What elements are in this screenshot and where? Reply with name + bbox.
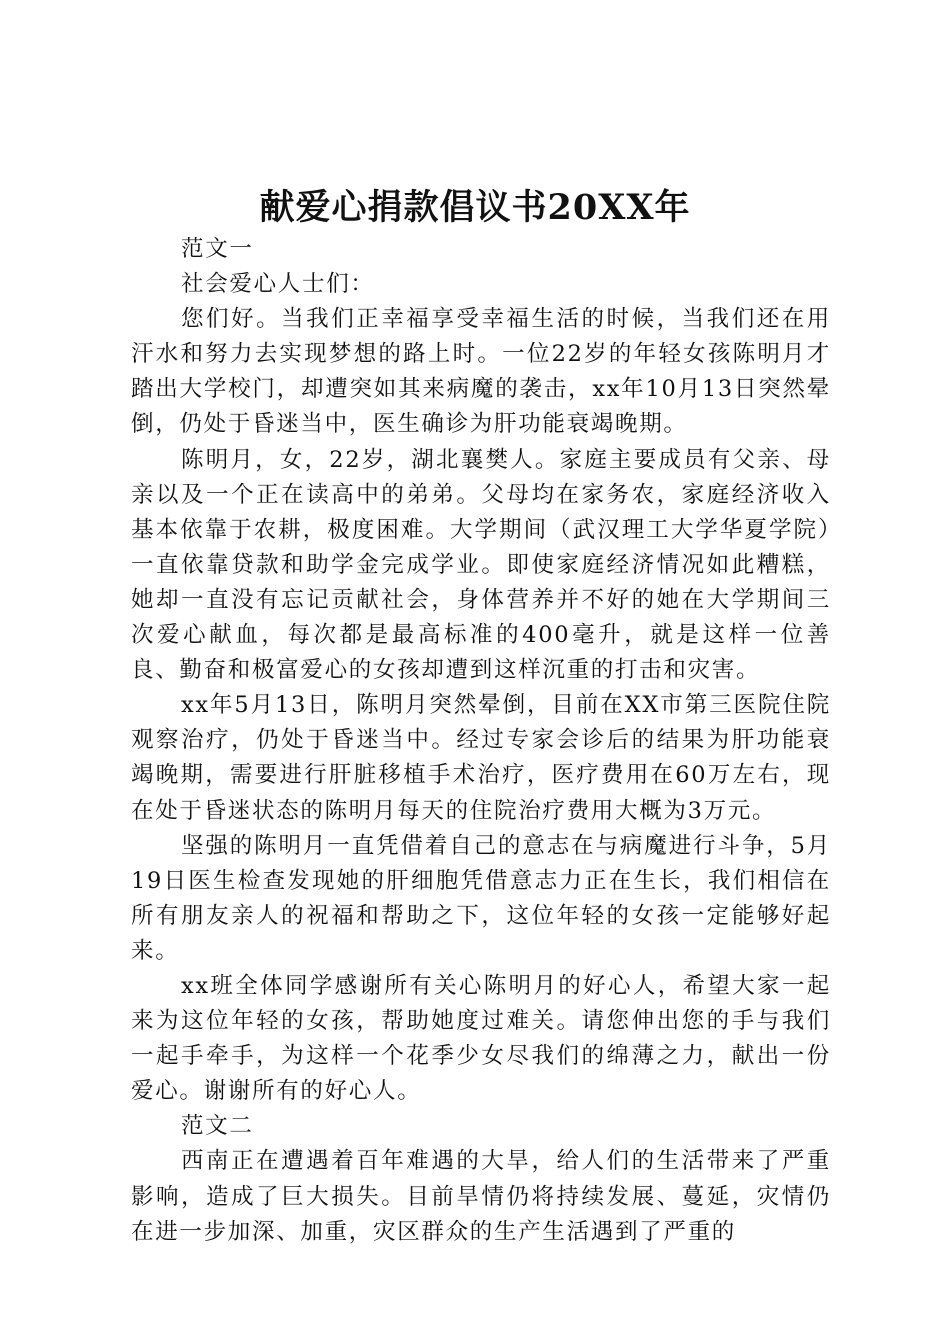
paragraph: xx班全体同学感谢所有关心陈明月的好心人，希望大家一起来为这位年轻的女孩，帮助她度过难关。请您伸出您的手与我们一起手牵手，为这样一个花季少女尽我们的绵薄之力，献出一份爱心。谢谢所有的好心人。 bbox=[131, 972, 831, 1105]
document-title: 献爱心捐款倡议书20XX年 bbox=[259, 187, 691, 228]
paragraph: 陈明月，女，22岁，湖北襄樊人。家庭主要成员有父亲、母亲以及一个正在读高中的弟弟。父母均在家务农，家庭经济收入基本依靠于农耕，极度困难。大学期间（武汉理工大学华夏学院）一直依靠贷款和助学金完成学业。即使家庭经济情况如此糟糕，她却一直没有忘记贡献社会，身体营养并不好的她在大学期间三次爱心献血，每次都是最高标准的400毫升，就是这样一位善良、勤奋和极富爱心的女孩却遭到这样沉重的打击和灾害。 bbox=[131, 446, 831, 684]
document-body bbox=[131, 232, 831, 1250]
paragraph: xx年5月13日，陈明月突然晕倒，目前在XX市第三医院住院观察治疗，仍处于昏迷当中。经过专家会诊后的结果为肝功能衰竭晚期，需要进行肝脏移植手术治疗，医疗费用在60万左右，现在处于昏迷状态的陈明月每天的住院治疗费用大概为3万元。 bbox=[131, 692, 831, 824]
salutation: 社会爱心人士们： bbox=[181, 271, 375, 298]
paragraph: 您们好。当我们正幸福享受幸福生活的时候，当我们还在用汗水和努力去实现梦想的路上时。一位22岁的年轻女孩陈明月才踏出大学校门，却遭突如其来病魔的袭击，xx年10月13日突然晕倒，仍处于昏迷当中，医生确诊为肝功能衰竭晚期。 bbox=[131, 306, 831, 438]
section-heading-1: 范文一 bbox=[181, 236, 254, 262]
section-heading-2: 范文二 bbox=[181, 1113, 254, 1140]
paragraph: 坚强的陈明月一直凭借着自己的意志在与病魔进行斗争，5月19日医生检查发现她的肝细胞凭借意志力正在生长，我们相信在所有朋友亲人的祝福和帮助之下，这位年轻的女孩一定能够好起来。 bbox=[131, 832, 831, 964]
paragraph: 西南正在遭遇着百年难遇的大旱，给人们的生活带来了严重影响，造成了巨大损失。目前旱情仍将持续发展、蔓延，灾情仍在进一步加深、加重，灾区群众的生产生活遇到了严重的 bbox=[131, 1148, 831, 1245]
